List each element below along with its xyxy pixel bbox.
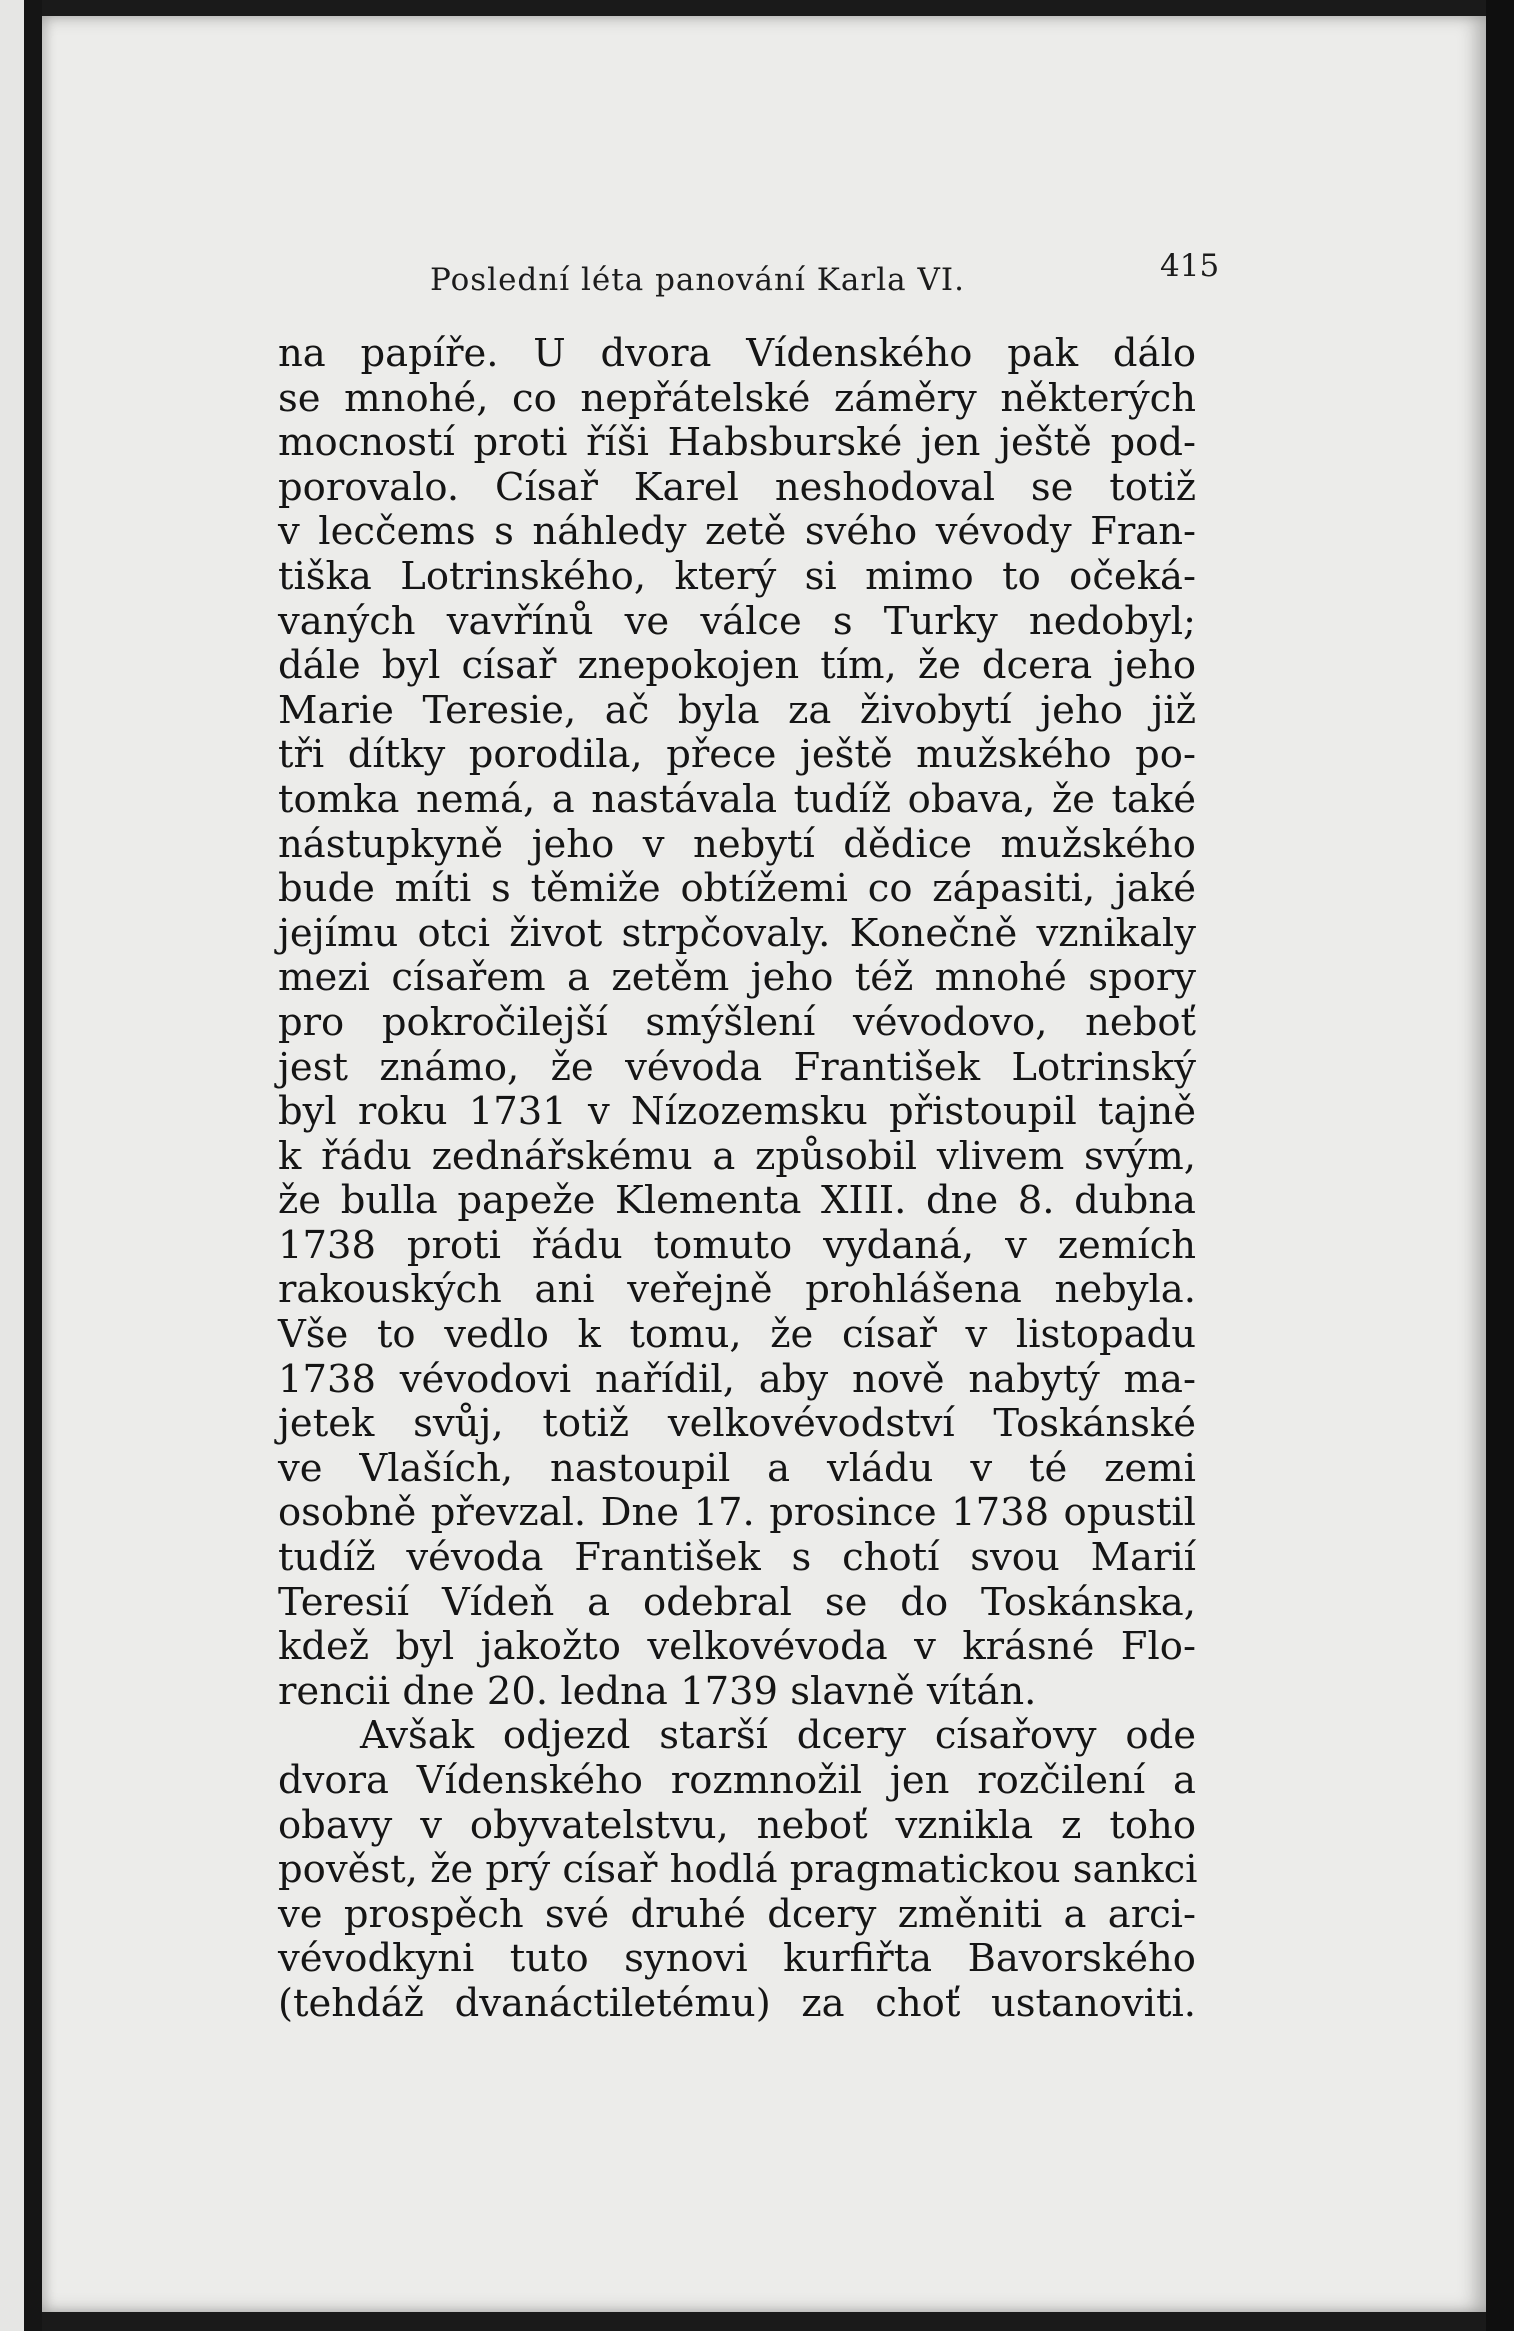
text-line: osobně převzal. Dne 17. prosince 1738 opustil — [278, 1490, 1196, 1536]
text-line: 1738 vévodovi nařídil, aby nově nabytý ma- — [278, 1356, 1196, 1402]
text-line: se mnohé, co nepřátelské záměry některých — [278, 375, 1196, 421]
text-line: Vše to vedlo k tomu, že císař v listopadu — [278, 1312, 1196, 1358]
text-line: bude míti s těmiže obtížemi co zápasiti, jaké — [278, 866, 1196, 912]
text-line: ve prospěch své druhé dcery změniti a arci- — [278, 1891, 1196, 1937]
scan-right-edge — [1486, 0, 1514, 2331]
text-line: tudíž vévoda František s chotí svou Marií — [278, 1535, 1196, 1581]
text-line: že bulla papeže Klementa XIII. dne 8. dubna — [278, 1178, 1196, 1224]
text-line: (tehdáž dvanáctiletému) za choť ustanoviti. — [278, 1980, 1196, 2026]
text-line: tiška Lotrinského, který si mimo to očeká- — [278, 553, 1196, 599]
text-line: Marie Teresie, ač byla za živobytí jeho již — [278, 687, 1196, 733]
body-text — [278, 332, 1196, 2027]
scan-left-margin — [0, 0, 24, 2331]
text-line: v lecčems s náhledy zetě svého vévody Fran- — [278, 509, 1196, 555]
running-header: Poslední léta panování Karla VI. — [430, 262, 965, 298]
text-line: tři dítky porodila, přece ještě mužského po- — [278, 732, 1196, 778]
text-line: k řádu zednářskému a způsobil vlivem svým, — [278, 1133, 1196, 1179]
text-line: jejímu otci život strpčovaly. Konečně vznikaly — [278, 910, 1196, 956]
text-line: 1738 proti řádu tomuto vydaná, v zemích — [278, 1222, 1196, 1268]
text-line: porovalo. Císař Karel neshodoval se totiž — [278, 464, 1196, 510]
book-gutter — [24, 0, 42, 2331]
text-line: ve Vlaších, nastoupil a vládu v té zemi — [278, 1445, 1196, 1491]
text-line: pověst, že prý císař hodlá pragmatickou sankci — [278, 1847, 1198, 1893]
text-line: vévodkyni tuto synovi kurfiřta Bavorského — [278, 1936, 1196, 1982]
text-line: obavy v obyvatelstvu, neboť vznikla z toho — [278, 1802, 1196, 1848]
paragraph-start-line: Avšak odjezd starší dcery císařovy ode — [360, 1713, 1196, 1759]
text-line: byl roku 1731 v Nízozemsku přistoupil tajně — [278, 1089, 1196, 1135]
text-line: vaných vavřínů ve válce s Turky nedobyl; — [278, 598, 1196, 644]
text-line: mocností proti říši Habsburské jen ještě pod- — [278, 420, 1196, 466]
text-line: na papíře. U dvora Vídenského pak dálo — [278, 331, 1196, 376]
text-line: rakouských ani veřejně prohlášena nebyla. — [278, 1267, 1196, 1313]
text-line: kdež byl jakožto velkovévoda v krásné Flo- — [278, 1624, 1196, 1670]
text-line: jetek svůj, totiž velkovévodství Toskánské — [278, 1401, 1196, 1447]
text-line: nástupkyně jeho v nebytí dědice mužského — [278, 821, 1196, 867]
text-line: jest známo, že vévoda František Lotrinský — [278, 1044, 1196, 1090]
paragraph-end-line: rencii dne 20. ledna 1739 slavně vítán. — [278, 1668, 1037, 1714]
text-line: pro pokročilejší smýšlení vévodovo, neboť — [278, 999, 1196, 1045]
text-line: dvora Vídenského rozmnožil jen rozčilení a — [278, 1758, 1196, 1803]
text-line: mezi císařem a zetěm jeho též mnohé spory — [278, 955, 1196, 1001]
text-line: dále byl císař znepokojen tím, že dcera jeho — [278, 643, 1196, 689]
text-line: Teresií Vídeň a odebral se do Toskánska, — [278, 1579, 1196, 1625]
text-line: tomka nemá, a nastávala tudíž obava, že také — [278, 776, 1196, 822]
page-number: 415 — [1160, 248, 1220, 284]
